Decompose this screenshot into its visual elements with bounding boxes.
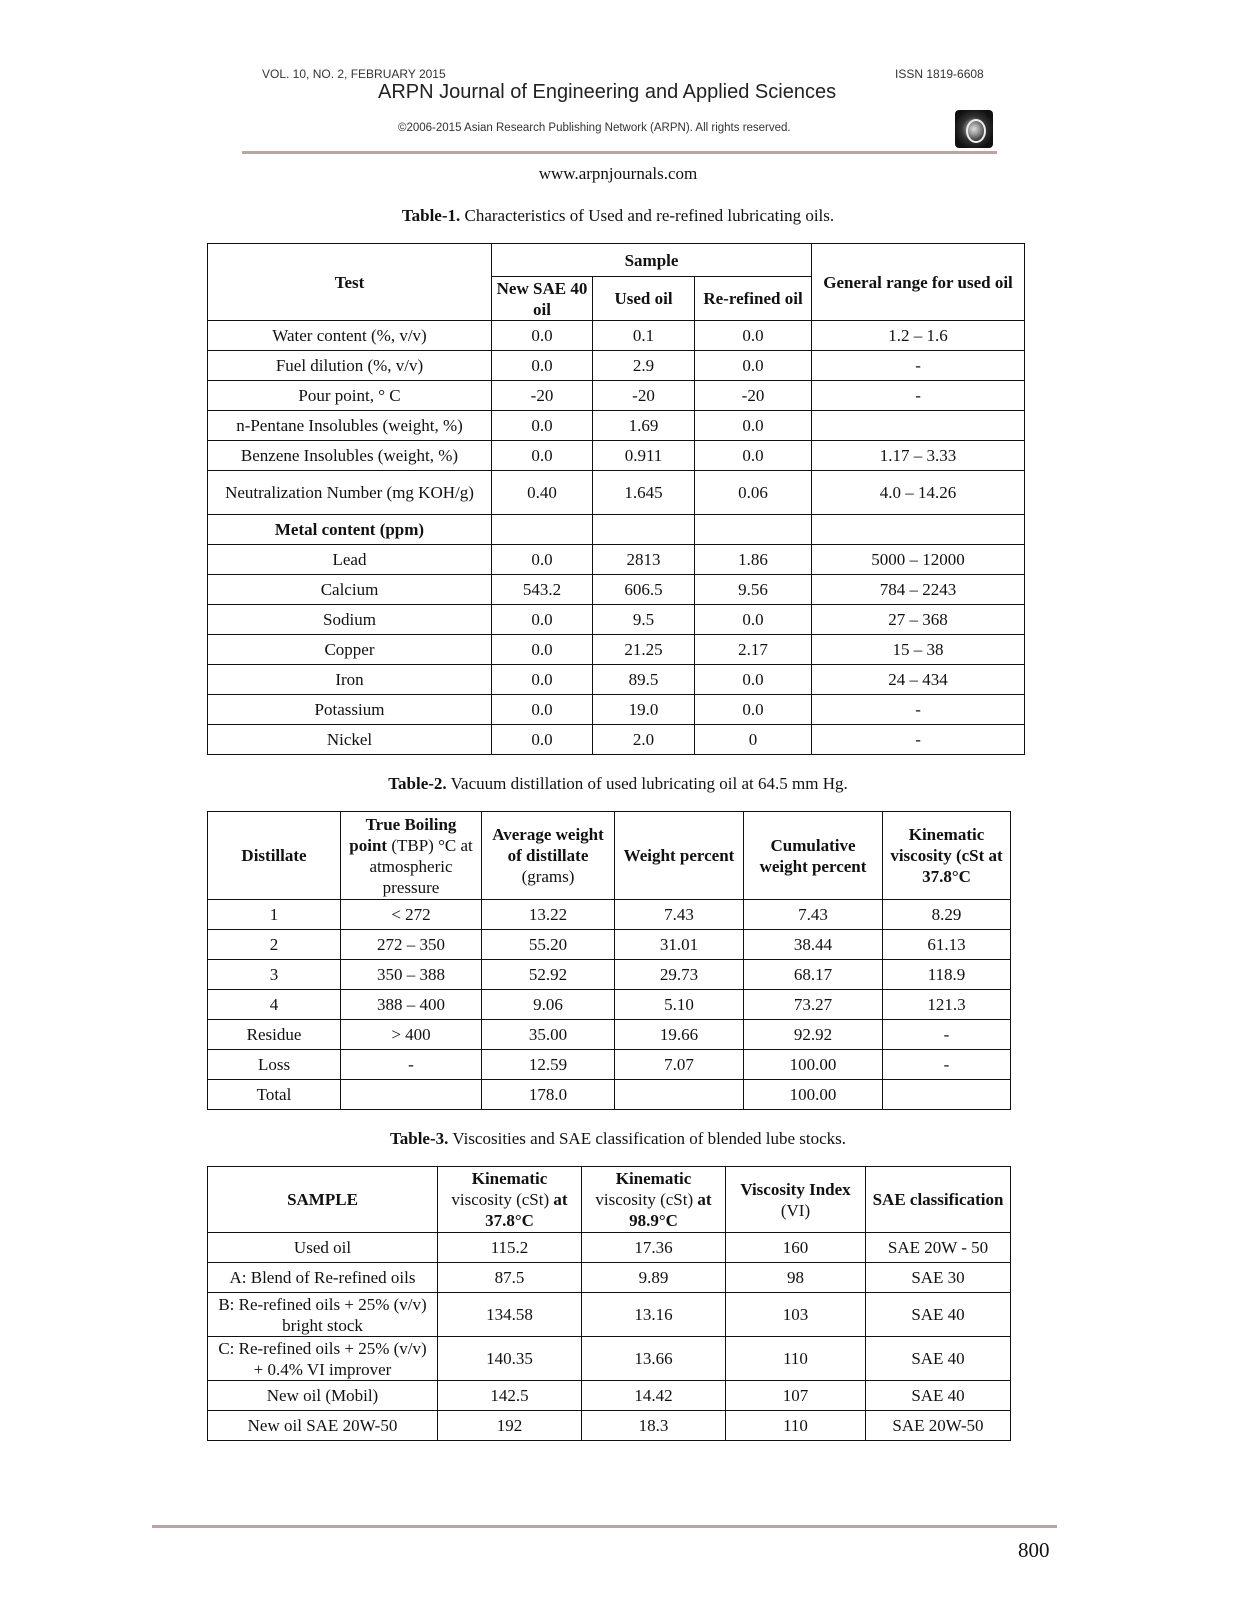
- table1-cell: Fuel dilution (%, v/v): [208, 351, 492, 381]
- table3-cell: SAE 30: [866, 1263, 1011, 1293]
- table1-cell: 0.0: [695, 351, 812, 381]
- table1-row: [208, 635, 1025, 665]
- table1-cell: 24 – 434: [812, 665, 1025, 695]
- table3-cell: New oil SAE 20W-50: [208, 1411, 438, 1441]
- table1-cell: 1.69: [593, 411, 695, 441]
- table1-cell: 2.0: [593, 725, 695, 755]
- table1-cell: 1.645: [593, 471, 695, 515]
- volume-info: VOL. 10, NO. 2, FEBRUARY 2015: [262, 67, 446, 81]
- table1-row: [208, 575, 1025, 605]
- table1-caption: Table-1. Characteristics of Used and re-refined lubricating oils.: [401, 206, 835, 225]
- table1-cell: 0.0: [492, 725, 593, 755]
- table1-cell: 0.0: [492, 441, 593, 471]
- table2-cell: 35.00: [482, 1020, 615, 1050]
- table1-cell: Lead: [208, 545, 492, 575]
- table1-cell: Neutralization Number (mg KOH/g): [208, 471, 492, 515]
- table3-cell: 13.16: [582, 1293, 726, 1337]
- table2-cell: 73.27: [744, 990, 883, 1020]
- table3-head-kv-378: Kinematic viscosity (cSt) at 37.8°C: [438, 1167, 582, 1233]
- table1-cell: 15 – 38: [812, 635, 1025, 665]
- table3-cell: 9.89: [582, 1263, 726, 1293]
- table1-row: [208, 515, 1025, 545]
- table1-cell: -20: [695, 381, 812, 411]
- table1-cell: 784 – 2243: [812, 575, 1025, 605]
- table2-cell: 5.10: [615, 990, 744, 1020]
- table2-row: [208, 1050, 1011, 1080]
- table2-cell: 31.01: [615, 930, 744, 960]
- table2-cell: 118.9: [883, 960, 1011, 990]
- table1-head-rerefined: Re-refined oil: [695, 277, 812, 321]
- table3-head-sample: SAMPLE: [208, 1167, 438, 1233]
- table3-cell: C: Re-refined oils + 25% (v/v) + 0.4% VI improver: [208, 1337, 438, 1381]
- table1-cell: 2.9: [593, 351, 695, 381]
- table1-head-used: Used oil: [593, 277, 695, 321]
- table1-cell: 27 – 368: [812, 605, 1025, 635]
- table2-cell: -: [883, 1050, 1011, 1080]
- table3-cell: 110: [726, 1337, 866, 1381]
- table1-cell: 5000 – 12000: [812, 545, 1025, 575]
- table3-cell: 13.66: [582, 1337, 726, 1381]
- table3-cell: 14.42: [582, 1381, 726, 1411]
- table2-cell: 2: [208, 930, 341, 960]
- table3-cell: 98: [726, 1263, 866, 1293]
- table1-row: [208, 665, 1025, 695]
- table1-cell: 0.0: [695, 411, 812, 441]
- table3-head-vi: Viscosity Index (VI): [726, 1167, 866, 1233]
- table1-cell: -20: [593, 381, 695, 411]
- table2-cell: 52.92: [482, 960, 615, 990]
- table2-head-avg-weight: Average weight of distillate (grams): [482, 812, 615, 900]
- table1-cell: 0.0: [492, 605, 593, 635]
- table1-row: [208, 725, 1025, 755]
- table1-cell: -20: [492, 381, 593, 411]
- table2-cell: [341, 1080, 482, 1110]
- table1-head-test: Test: [208, 244, 492, 321]
- table2-cell: 61.13: [883, 930, 1011, 960]
- table1-cell: 0.0: [492, 411, 593, 441]
- table2-cell: Loss: [208, 1050, 341, 1080]
- table1-row: [208, 441, 1025, 471]
- table1-cell: 0.0: [695, 605, 812, 635]
- table2-cell: 272 – 350: [341, 930, 482, 960]
- table3-cell: SAE 40: [866, 1337, 1011, 1381]
- table2-cell: 350 – 388: [341, 960, 482, 990]
- table2-row: [208, 990, 1011, 1020]
- table3-cell: 140.35: [438, 1337, 582, 1381]
- table3-row: [208, 1293, 1011, 1337]
- table2-cell: Total: [208, 1080, 341, 1110]
- table3-row: [208, 1233, 1011, 1263]
- table3-cell: SAE 20W - 50: [866, 1233, 1011, 1263]
- table2-cell: -: [883, 1020, 1011, 1050]
- table1-cell: Water content (%, v/v): [208, 321, 492, 351]
- table1-head-sample: Sample: [492, 244, 812, 277]
- table2-cell: 68.17: [744, 960, 883, 990]
- table1-cell: Benzene Insolubles (weight, %): [208, 441, 492, 471]
- table2-row: [208, 960, 1011, 990]
- table2-row: [208, 900, 1011, 930]
- table1-cell: 0.0: [492, 635, 593, 665]
- table3-cell: SAE 40: [866, 1381, 1011, 1411]
- table1-cell: 1.2 – 1.6: [812, 321, 1025, 351]
- table1-cell: 0.0: [492, 695, 593, 725]
- table-3: [207, 1166, 1011, 1441]
- table3-row: [208, 1337, 1011, 1381]
- table1-cell: 1.17 – 3.33: [812, 441, 1025, 471]
- table2-cell: 55.20: [482, 930, 615, 960]
- table1-row: [208, 695, 1025, 725]
- table-2: [207, 811, 1011, 1110]
- table3-cell: SAE 20W-50: [866, 1411, 1011, 1441]
- table3-row: [208, 1263, 1011, 1293]
- table2-cell: > 400: [341, 1020, 482, 1050]
- table2-cell: -: [341, 1050, 482, 1080]
- table1-head-range: General range for used oil: [812, 244, 1025, 321]
- table1-cell: 4.0 – 14.26: [812, 471, 1025, 515]
- table2-cell: 12.59: [482, 1050, 615, 1080]
- table3-row: [208, 1381, 1011, 1411]
- table3-cell: B: Re-refined oils + 25% (v/v) bright stock: [208, 1293, 438, 1337]
- table1-cell: Pour point, ° C: [208, 381, 492, 411]
- copyright-notice: ©2006-2015 Asian Research Publishing Network (ARPN). All rights reserved.: [398, 122, 791, 134]
- table-1: [207, 243, 1025, 755]
- table1-row: [208, 321, 1025, 351]
- table3-cell: 18.3: [582, 1411, 726, 1441]
- footer-divider: [152, 1525, 1057, 1528]
- table3-cell: 17.36: [582, 1233, 726, 1263]
- table1-cell: -: [812, 381, 1025, 411]
- table1-cell: 606.5: [593, 575, 695, 605]
- table1-cell: 0.0: [492, 665, 593, 695]
- table1-cell: [695, 515, 812, 545]
- table3-head-sae: SAE classification: [866, 1167, 1011, 1233]
- table1-cell: 0.0: [695, 441, 812, 471]
- table1-cell: 0.06: [695, 471, 812, 515]
- website-url: www.arpnjournals.com: [538, 164, 698, 183]
- table1-cell: 9.56: [695, 575, 812, 605]
- table1-cell: 0.911: [593, 441, 695, 471]
- table2-cell: 7.07: [615, 1050, 744, 1080]
- table3-cell: A: Blend of Re-refined oils: [208, 1263, 438, 1293]
- table2-cell: 92.92: [744, 1020, 883, 1050]
- table1-cell: 0.0: [492, 321, 593, 351]
- table1-cell: 2.17: [695, 635, 812, 665]
- table1-cell: n-Pentane Insolubles (weight, %): [208, 411, 492, 441]
- arpn-logo-icon: [955, 110, 993, 148]
- table2-cell: [883, 1080, 1011, 1110]
- table1-cell: 0: [695, 725, 812, 755]
- page-number: 800: [1018, 1538, 1050, 1562]
- table1-cell: 0.0: [695, 665, 812, 695]
- table1-cell: -: [812, 351, 1025, 381]
- table1-cell: -: [812, 725, 1025, 755]
- table2-cell: 121.3: [883, 990, 1011, 1020]
- table2-cell: 9.06: [482, 990, 615, 1020]
- table1-cell: -: [812, 695, 1025, 725]
- table2-cell: [615, 1080, 744, 1110]
- table2-cell: < 272: [341, 900, 482, 930]
- table2-cell: 388 – 400: [341, 990, 482, 1020]
- table1-cell: [812, 411, 1025, 441]
- table1-cell: 89.5: [593, 665, 695, 695]
- table3-cell: 110: [726, 1411, 866, 1441]
- table1-cell: [812, 515, 1025, 545]
- table2-head-weight-percent: Weight percent: [615, 812, 744, 900]
- table1-cell: 0.40: [492, 471, 593, 515]
- table1-cell: 543.2: [492, 575, 593, 605]
- table1-cell: Metal content (ppm): [208, 515, 492, 545]
- table1-cell: 0.0: [695, 321, 812, 351]
- table2-cell: 100.00: [744, 1080, 883, 1110]
- table3-cell: 142.5: [438, 1381, 582, 1411]
- table1-cell: 0.0: [492, 351, 593, 381]
- table2-caption: Table-2. Vacuum distillation of used lubricating oil at 64.5 mm Hg.: [388, 774, 848, 793]
- journal-title: ARPN Journal of Engineering and Applied Sciences: [378, 81, 837, 103]
- table2-row: [208, 930, 1011, 960]
- table2-cell: 100.00: [744, 1050, 883, 1080]
- table1-cell: 1.86: [695, 545, 812, 575]
- table3-row: [208, 1411, 1011, 1441]
- table2-cell: 178.0: [482, 1080, 615, 1110]
- table1-cell: Iron: [208, 665, 492, 695]
- table1-cell: 9.5: [593, 605, 695, 635]
- table1-cell: 0.0: [695, 695, 812, 725]
- table1-head-new: New SAE 40 oil: [492, 277, 593, 321]
- table1-cell: Nickel: [208, 725, 492, 755]
- table2-cell: 13.22: [482, 900, 615, 930]
- table1-cell: 21.25: [593, 635, 695, 665]
- table3-caption: Table-3. Viscosities and SAE classification of blended lube stocks.: [389, 1129, 847, 1148]
- table1-row: [208, 605, 1025, 635]
- header-divider: [242, 151, 997, 154]
- table3-cell: 87.5: [438, 1263, 582, 1293]
- table2-cell: 7.43: [744, 900, 883, 930]
- table2-cell: 1: [208, 900, 341, 930]
- table1-cell: Sodium: [208, 605, 492, 635]
- table3-cell: 103: [726, 1293, 866, 1337]
- table2-row: [208, 1020, 1011, 1050]
- table3-cell: New oil (Mobil): [208, 1381, 438, 1411]
- table3-cell: 107: [726, 1381, 866, 1411]
- table2-cell: 19.66: [615, 1020, 744, 1050]
- table1-cell: Potassium: [208, 695, 492, 725]
- table2-cell: 3: [208, 960, 341, 990]
- table1-row: [208, 381, 1025, 411]
- table2-cell: Residue: [208, 1020, 341, 1050]
- table3-cell: SAE 40: [866, 1293, 1011, 1337]
- table2-cell: 8.29: [883, 900, 1011, 930]
- table3-cell: 115.2: [438, 1233, 582, 1263]
- table1-row: [208, 411, 1025, 441]
- table3-cell: 160: [726, 1233, 866, 1263]
- table2-head-tbp: True Boiling point (TBP) °C at atmospheric pressure: [341, 812, 482, 900]
- table2-cell: 38.44: [744, 930, 883, 960]
- table2-head-kinematic: Kinematic viscosity (cSt at 37.8°C: [883, 812, 1011, 900]
- table1-cell: 2813: [593, 545, 695, 575]
- table3-cell: Used oil: [208, 1233, 438, 1263]
- table2-cell: 7.43: [615, 900, 744, 930]
- issn: ISSN 1819-6608: [895, 67, 984, 81]
- table3-cell: 134.58: [438, 1293, 582, 1337]
- table1-cell: Calcium: [208, 575, 492, 605]
- table1-cell: [593, 515, 695, 545]
- table2-cell: 29.73: [615, 960, 744, 990]
- table2-cell: 4: [208, 990, 341, 1020]
- table3-head-kv-989: Kinematic viscosity (cSt) at 98.9°C: [582, 1167, 726, 1233]
- table2-head-distillate: Distillate: [208, 812, 341, 900]
- table2-row: [208, 1080, 1011, 1110]
- table1-cell: 19.0: [593, 695, 695, 725]
- table1-cell: 0.1: [593, 321, 695, 351]
- table1-cell: [492, 515, 593, 545]
- table1-row: [208, 351, 1025, 381]
- table1-row: [208, 545, 1025, 575]
- table3-cell: 192: [438, 1411, 582, 1441]
- table2-head-cumulative: Cumulative weight percent: [744, 812, 883, 900]
- table1-cell: 0.0: [492, 545, 593, 575]
- table1-cell: Copper: [208, 635, 492, 665]
- table1-row: [208, 471, 1025, 515]
